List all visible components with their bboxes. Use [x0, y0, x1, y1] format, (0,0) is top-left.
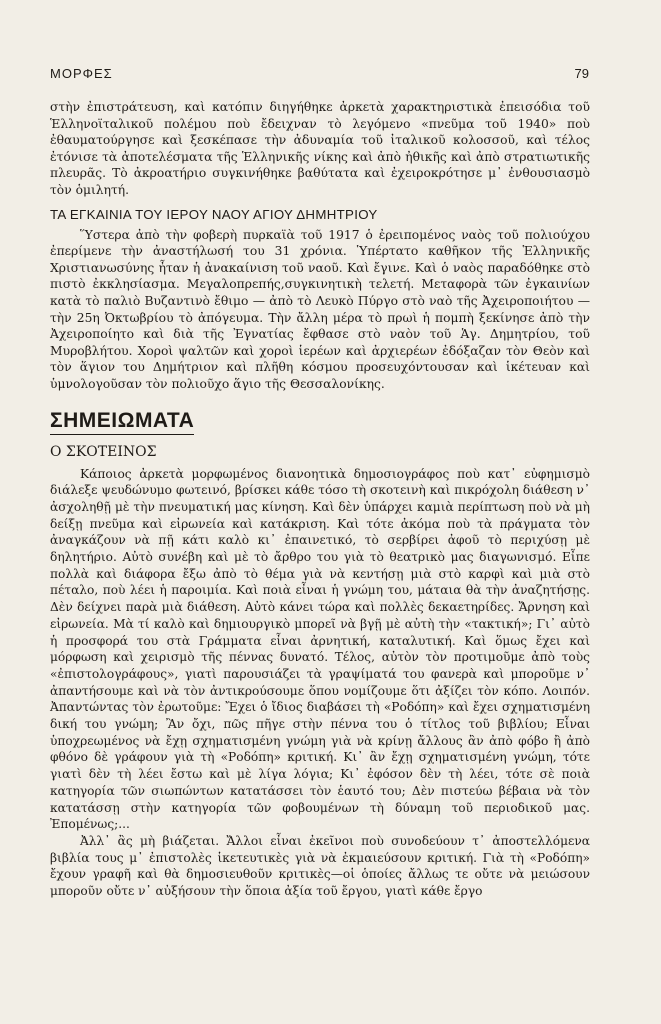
notes-heading: ΣΗΜΕΙΩΜΑΤΑ: [50, 409, 194, 435]
lead-paragraph: στὴν ἐπιστράτευση, καὶ κατόπιν διηγήθηκε ἀρκετὰ χαρακτηριστικὰ ἐπεισόδια τοῦ Ἑλληνοϊταλικοῦ πολέμου ποὺ ἔδειχναν τὸ λεγόμενο «πνεῦμα τοῦ 1940» ποὺ ἐθαυματούργησε καὶ ξεσκέπασε τὴν ἀδυναμία τοῦ ἰταλικοῦ κολοσσοῦ, καὶ τέλος ἐτόνισε τὰ ἀποτελέσματα τῆς Ἑλληνικῆς νίκης καὶ ἀπὸ ἠθικῆς καὶ ἀπὸ στρατιωτικῆς πλευρᾶς. Τὸ ἀκροατήριο συγκινήθηκε βαθύτατα καὶ ἐχειροκρότησε μ᾽ ἐνθουσιασμὸ τὸν ὁμιλητή.: [50, 100, 590, 197]
journal-title: ΜΟΡΦΕΣ: [50, 66, 113, 81]
running-header: [50, 66, 589, 81]
essay-paragraph-2: Ἀλλ᾽ ἂς μὴ βιάζεται. Ἄλλοι εἶναι ἐκεῖνοι ποὺ συνοδεύουν τ᾽ ἀποστελλόμενα βιβλία τους μ᾽ ἐπιστολὲς ἱκετευτικὲς γιὰ νὰ ἐκμαιεύσουν κριτική. Γιὰ τὴ «Ροδόπη» ἔχουν γραφῆ καὶ θὰ δημοσιευθοῦν κριτικὲς—οἱ ὁποίες ἄλλως τε οὔτε νὰ μειώσουν μποροῦν οὔτε ν᾽ αὐξήσουν τὴν ὅποια ἀξία τοῦ ἔργου, γιατὶ κάθε ἔργο: [50, 833, 590, 899]
section-heading-consecration: ΤΑ ΕΓΚΑΙΝΙΑ ΤΟΥ ΙΕΡΟΥ ΝΑΟΥ ΑΓΙΟΥ ΔΗΜΗΤΡΙΟΥ: [50, 206, 378, 222]
notes-subheading: Ο ΣΚΟΤΕΙΝΟΣ: [50, 443, 157, 460]
page-number: 79: [574, 66, 589, 81]
essay-paragraph-1: Κάποιος ἀρκετὰ μορφωμένος διανοητικὰ δημοσιογράφος ποὺ κατ᾽ εὐφημισμὸ διάλεξε ψευδώνυμο φωτεινό, βρίσκει κάθε τόσο τὴ σκοτεινὴ καὶ πικρόχολη διάθεση ν᾽ ἀσχοληθῇ μὲ τὴν πνευματική μας κίνηση. Καὶ δὲν ὑπάρχει καμιὰ περίπτωση ποὺ νὰ μὴ δείξῃ πνεῦμα καὶ εἰρωνεία καὶ κατάκριση. Καὶ τότε ἀκόμα ποὺ τὰ πράγματα τὸν ἀναγκάζουν νὰ πῇ κάτι καλὸ κι᾽ ἐπαινετικό, τὸ σερβίρει ἀφοῦ τὸ περιχύσῃ μὲ δηλητήριο. Αὐτὸ συνέβη καὶ μὲ τὸ ἄρθρο του γιὰ τὸ θεατρικὸ μας διαγωνισμό. Εἶπε πολλὰ καὶ διάφορα ἔξω ἀπὸ τὸ θέμα γιὰ νὰ κεντήσῃ μιὰ στὸ καρφὶ καὶ μιὰ στὸ πέταλο, ποὺ λέει ἡ παροιμία. Καὶ ποιὰ εἶναι ἡ γνώμη του, μάταια θὰ τὴν ἀναζητήσῃς. Δὲν δείχνει παρὰ μιὰ διάθεση. Αὐτὸ κάνει τώρα καὶ πολλὲς δεκαετηρίδες. Ἄρνηση καὶ εἰρωνεία. Μὰ τί καλὸ καὶ δημιουργικὸ μπορεῖ νὰ βγῇ μὲ αὐτὴ τὴν «τακτική»; Γι᾽ αὐτὸ ἡ προσφορά του στὰ Γράμματα εἶναι ἀρνητική, καταλυτική. Καὶ ὅμως ἔχει καὶ μόρφωση καὶ χειρισμὸ τῆς πέννας δυνατό. Τέλος, αὐτὸν τὸν προτιμοῦμε ἀπὸ τοὺς «ἐπιστολογράφους», γιατὶ παρουσιάζει τὰ γραψίματά του φανερὰ καὶ μποροῦμε ν᾽ ἀπαντήσουμε καὶ νὰ τὸν ἀντικρούσουμε ὅπου νομίζουμε ὅτι ἀξίζει τὸν κόπο. Λοιπόν. Ἀπαντώντας τὸν ἐρωτοῦμε: Ἔχει ὁ ἴδιος διαβάσει τὴ «Ροδόπη» καὶ ἔχει σχηματισμένη δική του γνώμη; Ἂν ὄχι, πῶς πῆγε στὴν πέννα του ὁ τίτλος τοῦ βιβλίου; Εἶναι ὑποχρεωμένος νὰ ἔχῃ σχηματισμένη γνώμη γιὰ νὰ κρίνῃ ἄλλους ἂν ἀπὸ φόβο ἢ ἀπὸ φθόνο δὲ γράφουν γιὰ τὴ «Ροδόπη» κριτική. Κι᾽ ἂν ἔχῃ σχηματισμένη γνώμη, τότε γιατὶ δὲν τὴ λέει ἔστω καὶ μὲ λίγα λόγια; Κι᾽ ἐφόσον δὲν τὴ λέει, τότε σὲ ποιὰ κατηγορία τῶν σιωπώντων κατατάσσει τὸν ἑαυτό του; Δὲν πιστεύω βέβαια νὰ τὸν κατατάσσῃ στὴν κατηγορία τῶν φοβουμένων τὴ δύναμη τοῦ περιοδικοῦ μας. Ἐπομένως;...: [50, 466, 590, 832]
page-content: [50, 99, 590, 900]
section-body-consecration: Ὕστερα ἀπὸ τὴν φοβερὴ πυρκαϊὰ τοῦ 1917 ὁ ἐρειπομένος ναὸς τοῦ πολιούχου ἐπερίμενε τὴν ἀναστήλωσή του 31 χρόνια. Ὑπέρτατο καθῆκον τῆς Ἑλληνικῆς Χριστιανωσύνης ἦταν ἡ ἀνακαίνιση τοῦ ναοῦ. Καὶ ἔγινε. Καὶ ὁ ναὸς παραδόθηκε στὸ πιστὸ ἐκκλησίασμα. Μεγαλοπρεπής,συγκινητικὴ τελετή. Μεταφορὰ τῶν ἐγκαινίων κατὰ τὸ παλιὸ Βυζαντινὸ ἔθιμο — ἀπὸ τὸ Λευκὸ Πύργο στὸ ναὸ τῆς Ἀχειροποιήτου — τὴν 25η Ὀκτωβρίου τὸ ἀπόγευμα. Τὴν ἄλλη μέρα τὸ πρωὶ ἡ πομπὴ ξεκίνησε ἀπὸ τὴν Ἀχειροποίητο καὶ διὰ τῆς Ἐγνατίας ἔφθασε στὸ ναὸν τοῦ Ἁγ. Δημητρίου, τοῦ Μυροβλήτου. Χοροὶ ψαλτῶν καὶ χοροὶ ἱερέων καὶ ἀρχιερέων ἐδόξαζαν τὸν Θεὸν καὶ τὸν ἅγιον του Δημήτριον καὶ πλῆθη κόσμου προσευχόντουσαν καὶ ἱκέτευαν καὶ ὑμνολογοῦσαν τὸν πολιοῦχο ἅγιο τῆς Θεσσαλονίκης.: [50, 227, 590, 391]
